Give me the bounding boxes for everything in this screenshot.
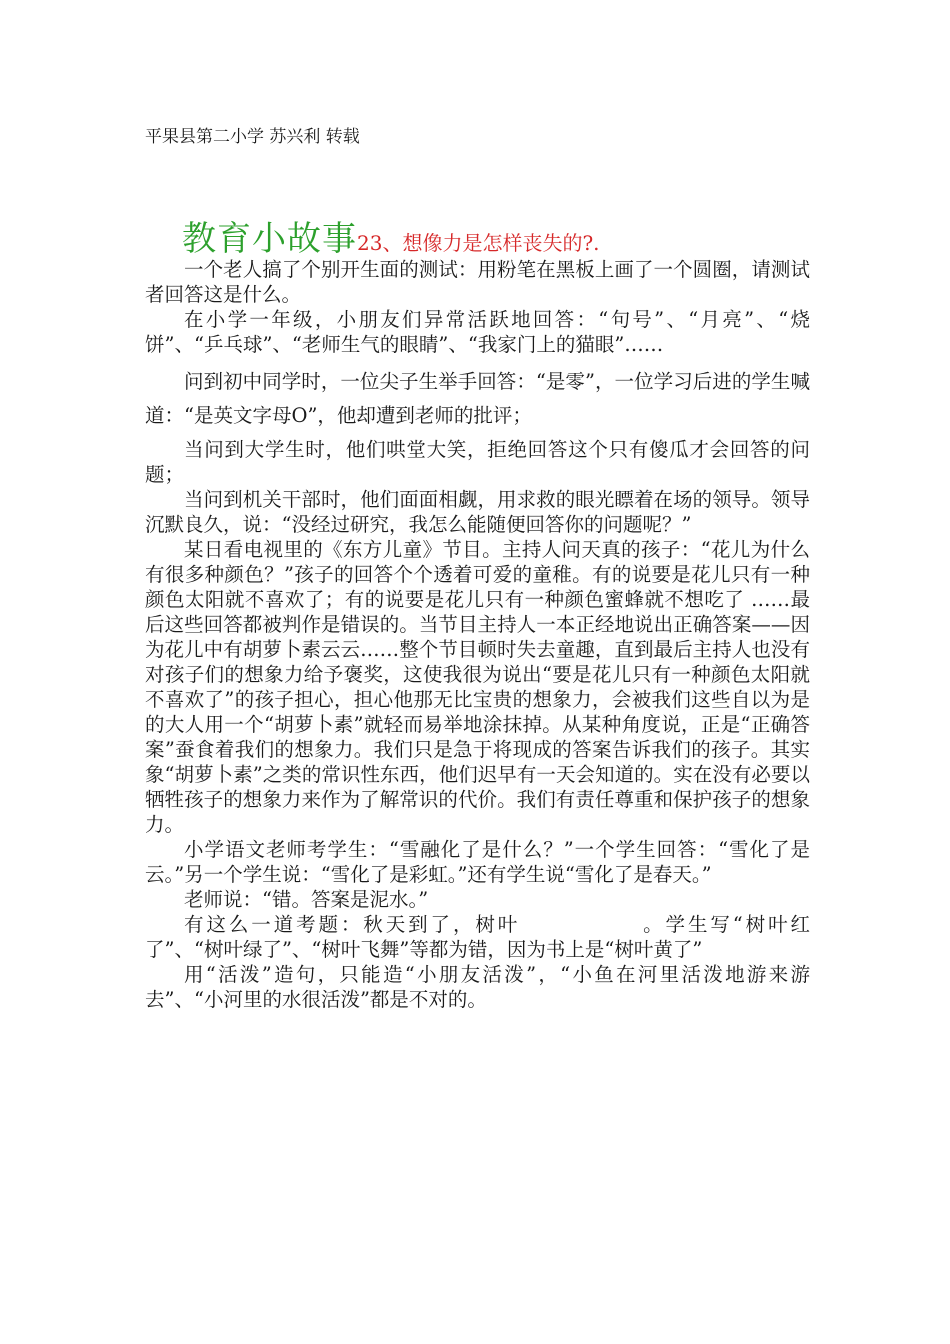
story-title — [182, 211, 600, 260]
title-sub: 23、想像力是怎样丧失的?. — [357, 231, 600, 255]
exam-text-before: 有这么一道考题：秋天到了，树叶 — [184, 913, 521, 936]
exam-text-after: 。学生写“树叶红了”、“树叶绿了”、“树叶飞舞”等都为错，因为书上是“树叶黄了” — [145, 913, 810, 961]
paragraph-sentence-making: 用“活泼”造句，只能造“小朋友活泼”，“小鱼在河里活泼地游来游去”、“小河里的水很活泼”都是不对的。 — [145, 963, 810, 1011]
title-main: 教育小故事 — [182, 219, 357, 259]
paragraph-university: 当问到大学生时，他们哄堂大笑，拒绝回答这个只有傻瓜才会回答的问题； — [145, 438, 810, 486]
paragraph-exam-question — [145, 912, 810, 962]
story-body — [145, 257, 810, 1012]
paragraph-middle-school: 问到初中同学时，一位尖子生举手回答：“是零”，一位学习后进的学生喊道：“是英文字母O”，他却遭到老师的批评； — [145, 370, 810, 427]
author-line: 平果县第二小学 苏兴利 转载 — [145, 127, 360, 147]
paragraph-officials: 当问到机关干部时，他们面面相觑，用求救的眼光瞟着在场的领导。领导沉默良久，说：“没经过研究，我怎么能随便回答你的问题呢？” — [145, 488, 810, 536]
paragraph-first-grade: 在小学一年级，小朋友们异常活跃地回答：“句号”、“月亮”、“烧饼”、“乒乓球”、“老师生气的眼睛”、“我家门上的猫眼”…… — [145, 308, 810, 356]
paragraph-teacher-answer: 老师说：“错。答案是泥水。” — [184, 888, 429, 911]
paragraph-tv-program: 某日看电视里的《东方儿童》节目。主持人问天真的孩子：“花儿为什么有很多种颜色？”孩子的回答个个透着可爱的童稚。有的说要是花儿只有一种颜色太阳就不喜欢了；有的说要是花儿只有一种颜色蜜蜂就不想吃了 ……最后这些回答都被判作是错误的。当节目主持人一本正经地说出正确答案——因为花儿中有胡萝卜素云云……整个节目顿时失去童趣，直到最后主持人也没有对孩子们的想象力给予褒奖，这使我很为说出“要是花儿只有一种颜色太阳就不喜欢了”的孩子担心，担心他那无比宝贵的想象力，会被我们这些自以为是的大人用一个“胡萝卜素”就轻而易举地涂抹掉。从某种角度说，正是“正确答案”蚕食着我们的想象力。我们只是急于将现成的答案告诉我们的孩子。其实象“胡萝卜素”之类的常识性东西，他们迟早有一天会知道的。实在没有必要以牺牲孩子的想象力来作为了解常识的代价。我们有责任尊重和保护孩子的想象力。 — [145, 538, 810, 836]
paragraph-snow-question: 小学语文老师考学生：“雪融化了是什么？”一个学生回答：“雪化了是云。”另一个学生说：“雪化了是彩虹。”还有学生说“雪化了是春天。” — [145, 838, 810, 886]
paragraph-test-intro: 一个老人搞了个别开生面的测试：用粉笔在黑板上画了一个圆圈，请测试者回答这是什么。 — [145, 258, 810, 306]
